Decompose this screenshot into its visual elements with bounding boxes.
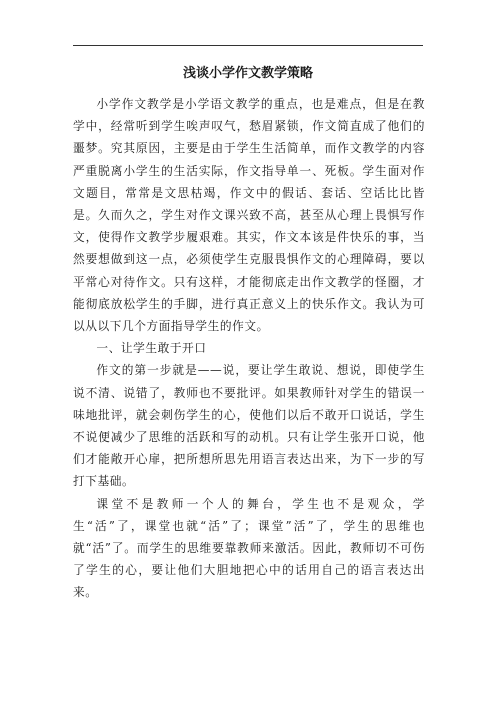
section-heading-1: 一、让学生敢于开口 bbox=[96, 341, 207, 356]
document-body bbox=[73, 93, 425, 604]
header-rule bbox=[73, 45, 423, 46]
section-1-paragraph-1: 作文的第一步就是——说，要让学生敢说、想说，即使学生说不清、说错了，教师也不要批评。如果教师针对学生的错误一味地批评，就会刺伤学生的心，使他们以后不敢开口说话，学生不说便减少了思维的活跃和写的动机。只有让学生张开口说，他们才能敞开心扉，把所想所思先用语言表达出来，为下一步的写打下基础。 bbox=[73, 363, 425, 489]
intro-paragraph: 小学作文教学是小学语文教学的重点，也是难点，但是在教学中，经常听到学生唉声叹气，愁眉紧锁，作文简直成了他们的噩梦。究其原因，主要是由于学生生活简单，而作文教学的内容严重脱离小学生的生活实际，作文指导单一、死板。学生面对作文题目，常常是文思枯竭，作文中的假话、套话、空话比比皆是。久而久之，学生对作文课兴致不高，甚至从心理上畏惧写作文，使得作文教学步履艰难。其实，作文本该是件快乐的事，当然要想做到这一点，必须使学生克服畏惧作文的心理障碍，要以平常心对待作文。只有这样，才能彻底走出作文教学的怪圈，才能彻底放松学生的手脚，进行真正意义上的快乐作文。我认为可以从以下几个方面指导学生的作文。 bbox=[73, 97, 425, 334]
document-title: 浅谈小学作文教学策略 bbox=[182, 66, 313, 81]
section-1-paragraph-2: 课堂不是教师一个人的舞台，学生也不是观众，学生“活”了，课堂也就“活”了；课堂”活”了，学生的思维也就“活”了。而学生的思维要靠教师来激活。因此，教师切不可伤了学生的心，要让他们大胆地把心中的话用自己的语言表达出来。 bbox=[73, 496, 425, 600]
